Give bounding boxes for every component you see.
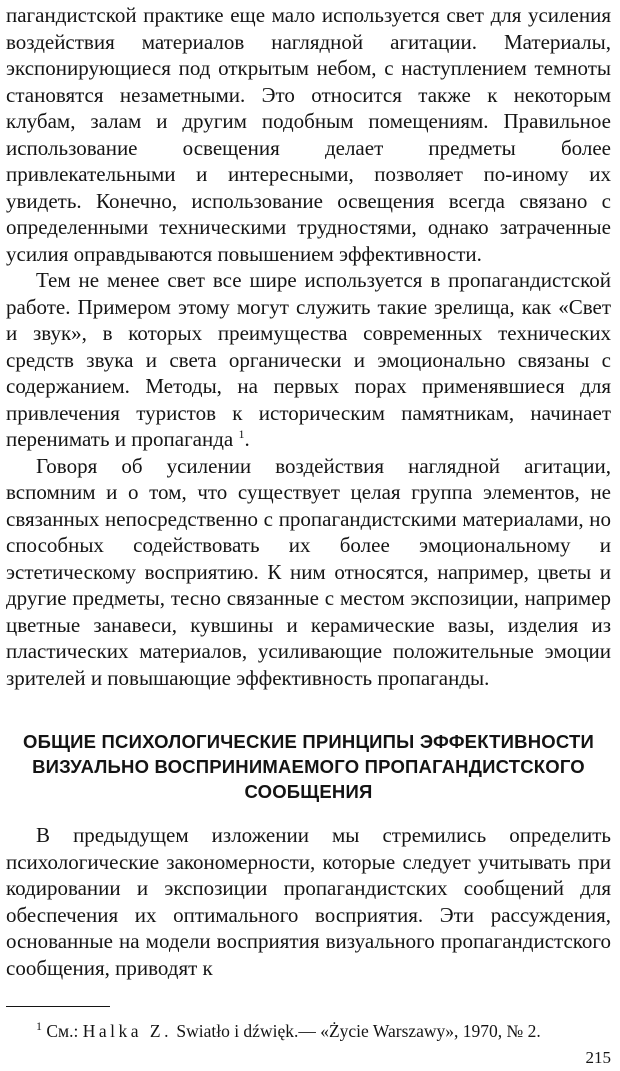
body-text-top xyxy=(6,2,611,691)
footnote-marker: 1 xyxy=(36,1019,42,1034)
footnote xyxy=(6,1019,611,1043)
footnote-reference: 1 xyxy=(238,427,245,441)
paragraph-3: Говоря об усилении воздействия наглядной агитации, вспомним и о том, что существует целая группа элементов, не связанных непосредственно с пропагандистскими материалами, но способных содействовать их более эмоциональному и эстетическому восприятию. К ним относятся, например, цветы и другие предметы, тесно связанные с местом экспозиции, например цветные занавеси, кувшины и керамические вазы, изделия из пластических материалов, усиливающие положительные эмоции зрителей и повышающие эффективность пропаганды. xyxy=(6,453,611,690)
paragraph-2-end: . xyxy=(244,427,250,451)
section-heading-line-2: ВИЗУАЛЬНО ВОСПРИНИМАЕМОГО ПРОПАГАНДИСТСКОГО xyxy=(32,756,585,777)
paragraph-2 xyxy=(6,267,611,453)
section-heading xyxy=(6,729,611,804)
footnote-source: Swiatło i dźwięk.— «Życie Warszawy», 1970, № 2. xyxy=(171,1021,541,1041)
section-heading-line-1: ОБЩИЕ ПСИХОЛОГИЧЕСКИЕ ПРИНЦИПЫ ЭФФЕКТИВНОСТИ xyxy=(23,731,594,752)
paragraph-1: пагандистской практике еще мало используется свет для усиления воздействия материалов наглядной агитации. Материалы, экспонирующиеся под открытым небом, с наступлением темноты становятся незаметными. Это относится также к некоторым клубам, залам и другим подобным помещениям. Правильное использование освещения делает предметы более привлекательными и интересными, позволяет по-иному их увидеть. Конечно, использование освещения всегда связано с определенными техническими трудностями, однако затраченные усилия оправдываются повышением эффективности. xyxy=(6,3,611,266)
paragraph-2-text: Тем не менее свет все шире используется в пропагандистской работе. Примером этому могут служить такие зрелища, как «Свет и звук», в которых преимущества современных технических средств звука и света органически и эмоционально связаны с содержанием. Методы, на первых порах применявшиеся для привлечения туристов к историческим памятникам, начинает перенимать и пропаганда xyxy=(6,268,611,451)
section-heading-line-3: СООБЩЕНИЯ xyxy=(244,781,373,802)
page-number: 215 xyxy=(585,1048,611,1067)
footnote-author: Halka Z. xyxy=(82,1021,172,1041)
footnote-prefix: См.: xyxy=(46,1021,83,1041)
body-text-bottom xyxy=(6,822,611,981)
footnote-divider xyxy=(6,1006,110,1007)
paragraph-4: В предыдущем изложении мы стремились определить психологические закономерности, которые следует учитывать при кодировании и экспозиции пропагандистских сообщений для обеспечения их оптимального восприятия. Эти рассуждения, основанные на модели восприятия визуального пропагандистского сообщения, приводят к xyxy=(6,823,611,980)
